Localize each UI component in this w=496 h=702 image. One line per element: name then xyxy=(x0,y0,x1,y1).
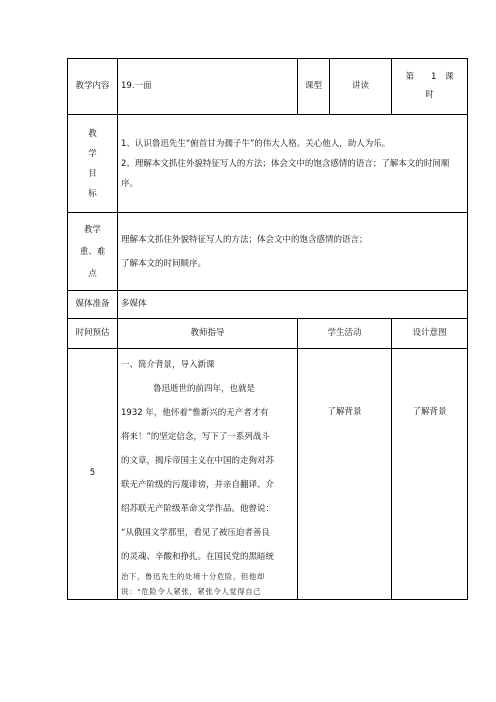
media-label: 媒体准备 xyxy=(68,291,118,319)
goals-label xyxy=(68,115,118,213)
paragraph-line: 鲁迅逝世的前四年，也就是 xyxy=(153,384,256,394)
media-value: 多媒体 xyxy=(118,291,468,319)
type-label: 课型 xyxy=(298,59,330,115)
paragraph-line: 1932 年，他怀着“惟新兴的无产者才有 xyxy=(121,408,269,418)
col-time-header: 时间预估 xyxy=(68,319,118,349)
type-value: 讲读 xyxy=(330,59,392,115)
content-label: 教学内容 xyxy=(68,59,118,115)
paragraph-line: 的文章，揭斥帝国主义在中国的走狗对苏 xyxy=(121,456,275,466)
teacher-guidance xyxy=(118,349,298,600)
goals-row xyxy=(68,115,468,213)
time-estimate: 5 xyxy=(68,349,118,600)
col-design-header: 设计意图 xyxy=(392,319,468,349)
paragraph-line: 联无产阶级的污蔑诽谤，并亲自翻译、介 xyxy=(121,480,275,490)
goal-item: 1、认识鲁迅先生“俯首甘为孺子牛”的伟大人格。关心他人，助人为乐。 xyxy=(121,138,391,149)
content-row xyxy=(68,59,468,115)
goal-item: 2、理解本文抓住外貌特征写人的方法；体会文中的饱含感情的语言；了解本文的时间顺序。 xyxy=(121,158,450,189)
paragraph-line-small: 治下，鲁迅先生的处境十分危险，但他却 xyxy=(121,572,265,581)
paragraph-line: 绍苏联无产阶级革命文学作品。他曾说： xyxy=(121,504,275,514)
content-value: 19.一面 xyxy=(118,59,298,115)
paragraph-line-small: 说：“危险令人紧张，紧张令人觉得自己 xyxy=(121,587,262,596)
focus-label-part: 点 xyxy=(88,268,97,279)
paragraph-line: 将来！”的坚定信念，写下了一系列战斗 xyxy=(121,432,270,442)
goals-label-char: 学 xyxy=(88,148,97,159)
lesson-row xyxy=(68,349,468,600)
col-student-header: 学生活动 xyxy=(298,319,392,349)
goals-label-char: 目 xyxy=(88,168,97,179)
column-header-row xyxy=(68,319,468,349)
period-cell xyxy=(392,59,468,115)
col-teacher-header: 教师指导 xyxy=(118,319,298,349)
focus-label-part: 重、难 xyxy=(79,246,106,257)
focus-row xyxy=(68,213,468,291)
paragraph-line: “从俄国文学那里，看见了被压迫者善良 xyxy=(121,528,270,538)
goals-label-char: 标 xyxy=(88,188,97,199)
paragraph-line: 的灵魂、辛酸和挣扎。在国民党的黑暗统 xyxy=(121,552,275,562)
focus-label-part: 教学 xyxy=(83,224,101,235)
period-line-1: 第 1 课 xyxy=(405,72,454,83)
focus-content xyxy=(118,213,468,291)
design-intent: 了解背景 xyxy=(392,349,468,600)
period-line-2: 时 xyxy=(425,89,434,100)
focus-line: 了解本文的时间顺序。 xyxy=(121,258,207,269)
focus-label xyxy=(68,213,118,291)
student-activity: 了解背景 xyxy=(298,349,392,600)
media-row xyxy=(68,291,468,319)
section-heading: 一、简介背景，导入新课 xyxy=(121,360,215,370)
goals-label-char: 教 xyxy=(88,128,97,139)
goals-content xyxy=(118,115,468,213)
focus-line: 理解本文抓住外貌特征写人的方法；体会文中的饱含感情的语言； xyxy=(121,234,368,245)
lesson-plan-table xyxy=(67,58,468,600)
